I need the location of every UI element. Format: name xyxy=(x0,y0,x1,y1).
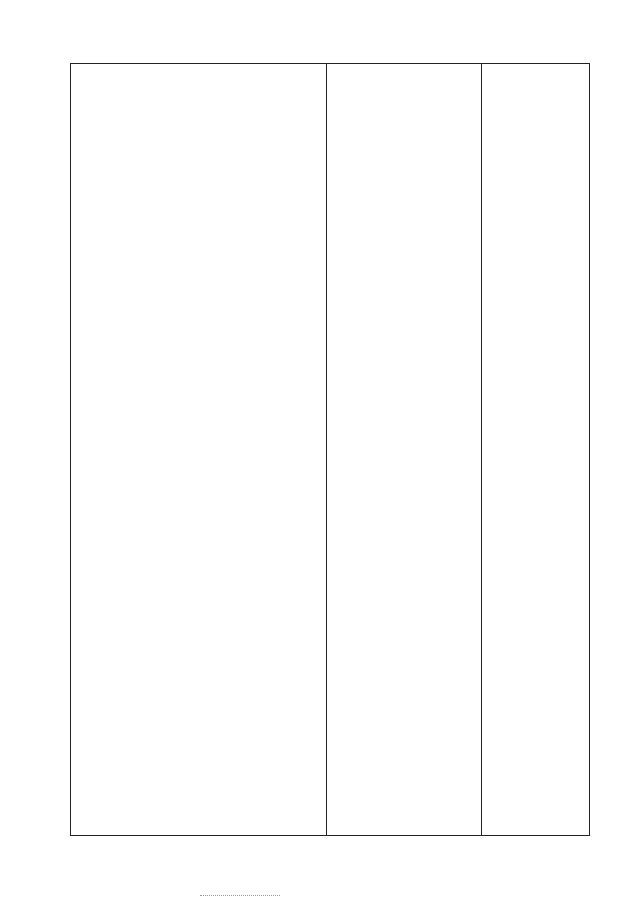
column-divider-amount xyxy=(481,64,482,835)
footer-marks xyxy=(200,895,280,899)
column-divider-code xyxy=(326,64,327,835)
budget-table xyxy=(70,63,590,836)
